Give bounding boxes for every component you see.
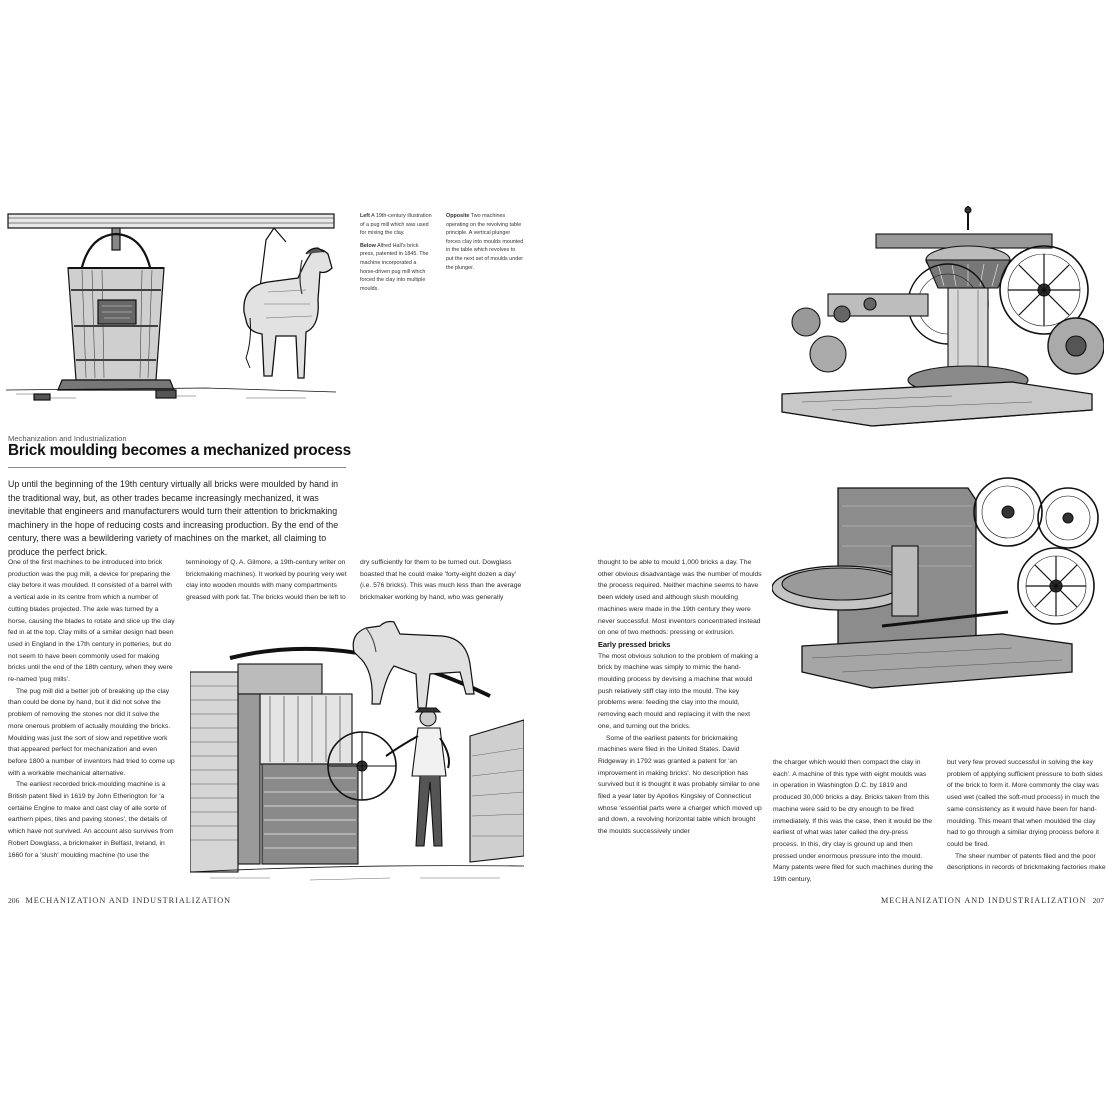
- revolving-table-machine-illustration-2: [772, 476, 1104, 696]
- revolving-table-machine-illustration-1: [772, 204, 1104, 442]
- intro-paragraph: Up until the beginning of the 19th century virtually all bricks were moulded by hand in the traditional way, but, as other trades became increasingly mechanized, it was inevitable that engineers and manufacturers would turn their attention to brickmaking machinery in the hope of reducing costs and increasing production. By the end of the century, there was a bewildering variety of machines on the market, all claiming to produce the perfect brick.: [8, 479, 339, 557]
- pug-mill-illustration: [6, 208, 346, 418]
- caption-opposite-label: Opposite: [446, 213, 470, 219]
- text-column-2: [186, 557, 348, 604]
- title-rule: [8, 467, 346, 468]
- footer-right: [881, 896, 1104, 905]
- col1-paragraph-2: The pug mill did a better job of breaking up the clay than could be done by hand, but it did not solve the problem of removing the stones nor did it solve the more onerous problem of actually moulding the bricks. Moulding was just the sort of slow and repetitive work that appeared perfect for mechanization and even before 1800 a number of inventors had tried to come up with a workable mechanical alternative.: [8, 687, 175, 777]
- col2-paragraph-1: terminology of Q. A. Gilmore, a 19th-century writer on brickmaking machines). It worked by pouring very wet clay into wooden moulds with many compartments greased with pork fat. The bricks would then be left to: [186, 559, 347, 602]
- text-column-6: [947, 757, 1107, 874]
- col3-paragraph-1: dry sufficiently for them to be turned out. Dowglass boasted that he could make 'forty-eight dozen a day' (i.e. 576 bricks). This was much less than the average brickmaker working by hand, who was generally: [360, 559, 522, 602]
- brick-press-illustration: [190, 616, 524, 888]
- left-running-title: MECHANIZATION AND INDUSTRIALIZATION: [25, 896, 232, 905]
- col6-paragraph-1: but very few proved successful in solving the key problem of applying sufficient pressure to both sides of the brick to form it. More commonly the clay was used wet (called the soft-mud process) in much the same consistency as it would have been for hand-moulding. This meant that when moulded the clay had to go through a similar drying process before it could be fired.: [947, 759, 1103, 848]
- col4-paragraph-1: thought to be able to mould 1,000 bricks a day. The other obvious disadvantage was the number of moulds the process required. Neither machine seems to have been widely used and although slush moulding machines were made in the 19th century they were never successful. Most inventors concentrated instead on one of two methods: pressing or extrusion.: [598, 559, 762, 637]
- caption-left-below: [360, 212, 432, 297]
- text-column-4: [598, 557, 764, 838]
- col4-subheading: Early pressed bricks: [598, 639, 671, 649]
- caption-opposite-text: Two machines operating on the revolving table principle. A vertical plunger forces clay into moulds mounted in the table which revolves to put the next set of moulds under the plunger.: [446, 213, 524, 271]
- caption-below-text: Alfred Hall's brick press, patented in 1845. The machine incorporated a horse-driven pug mill which forced the clay into multiple moulds.: [360, 242, 429, 292]
- text-column-1: [8, 557, 176, 861]
- col4-paragraph-3: Some of the earliest patents for brickmaking machines were filed in the United States. David Ridgeway in 1792 was granted a patent for 'an improvement in making bricks'. No description has survived but it is thought it was probably similar to one filed a year later by Apollos Kingsley of Connecticut whose 'essential parts were a charger which moved up and down, a revolving horizontal table which brought the moulds successively under: [598, 734, 762, 836]
- col1-paragraph-1: One of the first machines to be introduced into brick production was the pug mill, a device for preparing the clay before it was moulded. It consisted of a barrel with a vertical axle in its centre from which a number of cutting blades projected. The axle was turned by a horse, causing the blades to rotate and slice up the clay fed in at the top. Clay mills of a similar design had been used in England in the 17th century in potteries, but do not seem to have been commonly used for making bricks until the end of the 18th century, when they were re-named 'pug mills'.: [8, 559, 175, 684]
- section-label: Mechanization and Industrialization: [8, 434, 127, 443]
- right-running-title: MECHANIZATION AND INDUSTRIALIZATION: [880, 896, 1087, 905]
- caption-below-label: Below: [360, 242, 376, 249]
- page-title: Brick moulding becomes a mechanized process: [8, 442, 351, 459]
- text-column-5: [773, 757, 933, 886]
- text-column-3: [360, 557, 526, 604]
- caption-left-label: Left: [360, 213, 370, 219]
- col5-paragraph-1: the charger which would then compact the clay in each'. A machine of this type with eight moulds was in operation in Washington D.C. by 1819 and produced 30,000 bricks a day. Bricks taken from this machine were said to be dry enough to be fired immediately. If this was the case, then it would be the earliest of what was later called the dry-press process. In this, dry clay is ground up and then pressed under enormous pressure into the mould. Many patents were filed for such machines during the 19th century,: [773, 759, 933, 884]
- col1-paragraph-3: The earliest recorded brick-moulding machine is a British patent filed in 1619 by John Etherington for 'a certaine Engine to make and cast clay of alle sorte of earthern pipes, tiles and paving stones', the details of which have not survived. An account also survives from Robert Dowglass, a brickmaker in Belfast, Ireland, in 1660 for a 'slush' moulding machine (to use the: [8, 781, 174, 859]
- caption-left-text: A 19th-century illustration of a pug mill which was used for mixing the clay.: [360, 213, 432, 237]
- right-page-number: 207: [1092, 896, 1104, 905]
- col6-paragraph-2: The sheer number of patents filed and the poor descriptions in records of brickmaking factories make: [947, 852, 1106, 872]
- footer-left: [8, 896, 231, 905]
- left-page-number: 206: [8, 896, 20, 905]
- col4-paragraph-2: The most obvious solution to the problem of making a brick by machine was simply to mimic the hand-moulding process by devising a machine that would push relatively stiff clay into the mould. The key problems were: feeding the clay into the mould, removing each mould and replacing it with the next one, and turning out the bricks.: [598, 652, 759, 730]
- caption-opposite: [446, 212, 524, 276]
